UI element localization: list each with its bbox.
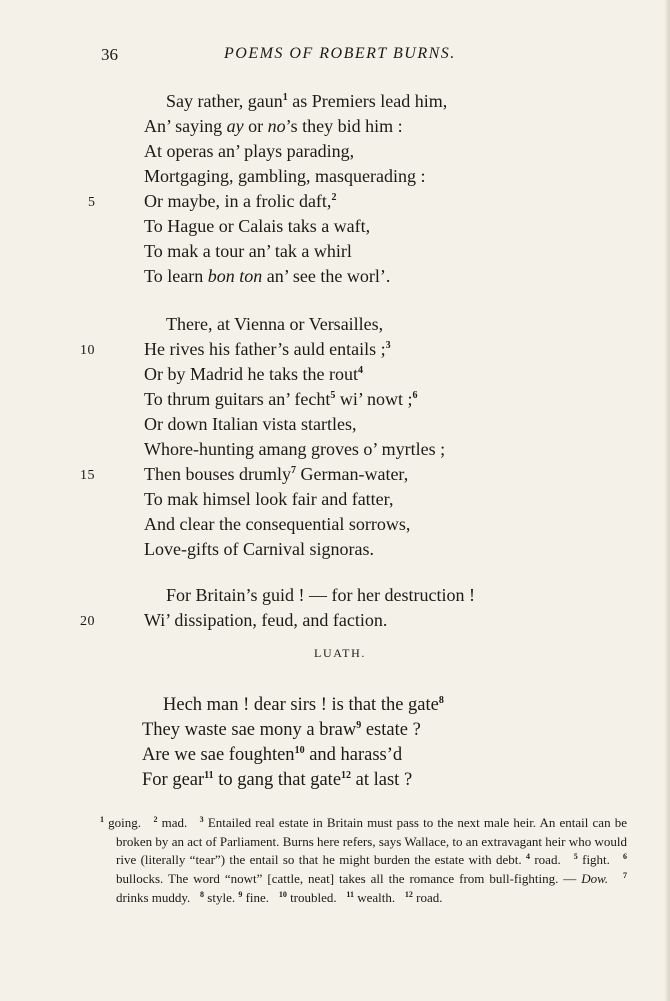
stanza-3 xyxy=(0,583,670,633)
poem-line: To thrum guitars an’ fecht$^5$ wi’ nowt ;$^6$ xyxy=(144,389,418,409)
stanza-2 xyxy=(0,312,670,562)
poem-line: At operas an’ plays parading, xyxy=(144,141,355,161)
poem-line: There, at Vienna or Versailles, xyxy=(166,314,384,334)
poem-line: Say rather, gaun$^1$ as Premiers lead him, xyxy=(166,91,448,111)
poem-line: To mak a tour an’ tak a whirl xyxy=(144,241,352,261)
running-title: POEMS OF ROBERT BURNS. xyxy=(224,45,456,62)
footnote-paragraph: $^1$ going. $^2$ mad. $^3$ Entailed real estate in Britain must pass to the next male heir. An entail can be broken by an act of Parliament. Burns here refers, says Wallace, to an extravagant heir who would rive (literally “tear”) the entail so that he might burden the estate with debt. $^4$ road. $^5$ fight. $^6$ bullocks. The word “nowt” [cattle, neat] takes all the romance from bull-fighting. — Dow. $^7$ drinks muddy. $^8$ style. $^9$ fine. $^{10}$ troubled. $^{11}$ wealth. $^{12}$ road. xyxy=(100,815,627,905)
poem-line: And clear the consequential sorrows, xyxy=(144,514,411,534)
poem-line: Love-gifts of Carnival signoras. xyxy=(144,539,374,559)
poem-line: Hech man ! dear sirs ! is that the gate$^8$ xyxy=(163,695,444,715)
line-number: 15 xyxy=(80,468,95,483)
poem-line: Are we sae foughten$^{10}$ and harass’d xyxy=(142,745,403,765)
poem-line: To mak himsel look fair and fatter, xyxy=(144,489,394,509)
poem-line: For gear$^{11}$ to gang that gate$^{12}$ at last ? xyxy=(142,770,413,790)
poem-line: An’ saying ay or no’s they bid him : xyxy=(144,116,403,136)
line-number: 10 xyxy=(80,343,95,358)
footnotes xyxy=(100,814,627,908)
line-number: 20 xyxy=(80,614,95,629)
stanza-4 xyxy=(0,693,670,793)
poem-line: To Hague or Calais taks a waft, xyxy=(144,216,371,236)
poem-line: 15 Then bouses drumly$^7$ German-water, xyxy=(0,462,670,487)
poem-line: 20 Wi’ dissipation, feud, and faction. xyxy=(0,608,670,633)
poem-line: 5 Or maybe, in a frolic daft,$^2$ xyxy=(0,189,670,214)
poem-line: Whore-hunting amang groves o’ myrtles ; xyxy=(144,439,446,459)
poem-line: They waste sae mony a braw$^9$ estate ? xyxy=(142,720,421,740)
poem-line: Or down Italian vista startles, xyxy=(144,414,357,434)
line-number: 5 xyxy=(88,195,96,210)
poem-line: Or by Madrid he taks the rout$^4$ xyxy=(144,364,363,384)
speaker-heading: LUATH. xyxy=(314,646,366,660)
poem-line: To learn bon ton an’ see the worl’. xyxy=(144,266,391,286)
poem-line: 10 He rives his father’s auld entails ;$^3$ xyxy=(0,337,670,362)
page-number: 36 xyxy=(101,45,118,64)
poem-line: For Britain’s guid ! — for her destruction ! xyxy=(166,585,475,605)
poem-line: Mortgaging, gambling, masquerading : xyxy=(144,166,426,186)
stanza-1 xyxy=(0,89,670,289)
